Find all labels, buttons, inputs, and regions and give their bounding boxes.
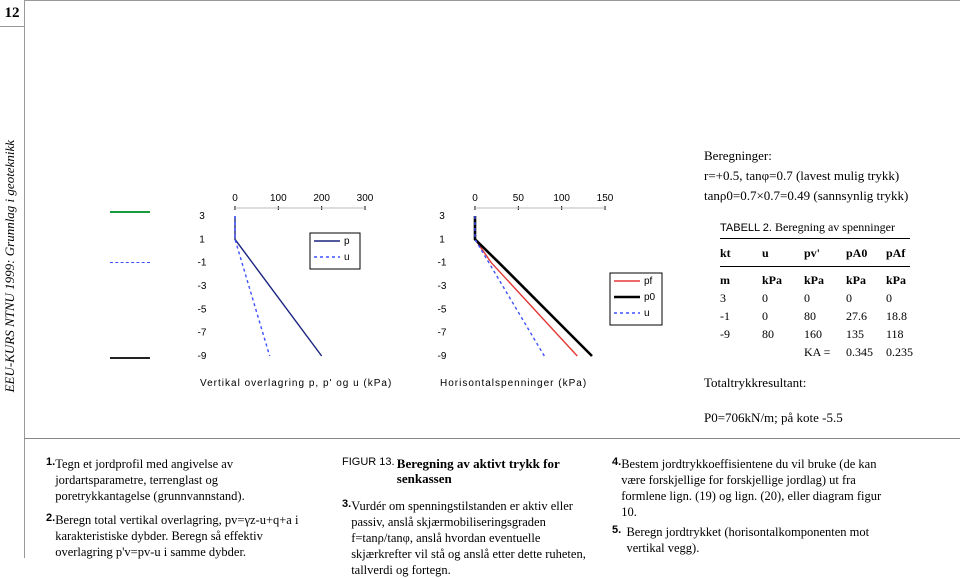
list-item: 4. Bestem jordtrykkoeffisientene du vil bruke (de kan være forskjellige for forskjellige jordlag) ut fra formlene lign. (19) og lign. (20), eller diagram figur 10.	[612, 456, 882, 519]
ka-row: KA = 0.345 0.235	[804, 345, 913, 359]
steps-column-1	[46, 456, 316, 560]
legend-label: p	[344, 236, 350, 247]
table-header: pA0	[846, 246, 868, 260]
series-line-p0	[475, 216, 592, 356]
y-tick-label: -9	[197, 351, 207, 362]
x-tick-label: 200	[313, 193, 331, 204]
vertical-overburden-chart	[190, 188, 410, 389]
series-line-p	[235, 216, 322, 356]
legend	[310, 233, 360, 269]
series-line-u	[235, 216, 270, 356]
list-item: 2. Beregn total vertikal overlagring, pv=γz-u+q+a i karakteristiske dybder. Beregn så effektiv overlagring p'v=pv-u i samme dybder.	[46, 512, 299, 559]
calc-line-1: r=+0.5, tanφ=0.7 (lavest mulig trykk)	[704, 168, 900, 183]
series-line-pf	[475, 216, 577, 356]
y-tick-label: -5	[437, 304, 447, 316]
p0-result: P0=706kN/m; på kote -5.5	[704, 410, 843, 425]
y-tick-label: 3	[439, 211, 445, 222]
legend-label: p0	[644, 292, 656, 303]
soil-layer-mark-black	[110, 357, 150, 359]
calc-line-2: tanρ0=0.7×0.7=0.49 (sannsynlig trykk)	[704, 188, 909, 203]
table-top-rule	[720, 238, 910, 239]
x-tick-label: 100	[269, 193, 287, 204]
table-header: pv'	[804, 246, 821, 260]
table-header: kt	[720, 246, 731, 260]
legend	[610, 273, 662, 325]
section-rule	[24, 438, 960, 439]
calc-heading: Beregninger:	[704, 148, 772, 163]
table-row: 3 0 0 0 0	[720, 291, 892, 305]
y-tick-label: -1	[437, 257, 447, 269]
list-item: 3. Vurdér om spenningstilstanden er aktiv eller passiv, anslå skjærmobiliseringsgraden f=tanρ/tanφ, anslå hvordan eventuelle skjærkrefter vil stå og anslå etter dette ruheten, tallverdi og fortegn.	[342, 498, 586, 577]
x-tick-label: 0	[232, 193, 238, 204]
steps-column-2	[342, 456, 592, 578]
y-tick-label: -5	[197, 304, 207, 316]
table-header: pAf	[886, 246, 906, 260]
x-axis-label: Vertikal overlagring p, p' og u (kPa)	[200, 378, 393, 389]
x-tick-label: 100	[553, 193, 571, 204]
page-number: 12	[0, 0, 24, 27]
steps-column-3	[612, 456, 882, 556]
legend-label: u	[344, 252, 350, 263]
table-header: u	[762, 246, 769, 260]
y-tick-label: -7	[197, 327, 207, 339]
x-tick-label: 150	[596, 193, 614, 204]
soil-layer-mark-blue	[110, 262, 150, 263]
list-item: 1. Tegn et jordprofil med angivelse av jordartsparametre, terrenglast og poretrykkantagelse (grunnvannstand).	[46, 456, 245, 503]
figure-caption: FIGUR 13. Beregning av aktivt trykk for senkassen	[342, 456, 560, 486]
soil-layer-mark-green	[110, 211, 150, 213]
y-tick-label: -3	[437, 281, 447, 292]
x-tick-label: 0	[472, 193, 478, 204]
y-tick-label: 3	[199, 211, 205, 222]
y-tick-label: -7	[437, 327, 447, 339]
table-caption: TABELL 2. Beregning av spenninger	[720, 220, 895, 234]
horizontal-stress-chart	[430, 188, 670, 389]
y-tick-label: -9	[437, 351, 447, 362]
table-units-row: m kPa kPa kPa kPa	[720, 273, 907, 287]
list-item: 5. Beregn jordtrykket (horisontalkomponenten mot vertikal vegg).	[612, 524, 870, 555]
total-pressure-label: Totaltrykkresultant:	[704, 375, 807, 390]
stress-table	[720, 246, 920, 363]
y-tick-label: 1	[199, 234, 205, 246]
table-row: -1 0 80 27.6 18.8	[720, 309, 907, 323]
y-tick-label: -3	[197, 281, 207, 292]
table-header-row	[720, 246, 920, 266]
top-rule	[24, 0, 960, 1]
table-row: -9 80 160 135 118	[720, 327, 904, 341]
legend-label: pf	[644, 276, 653, 287]
legend-box	[310, 233, 360, 269]
legend-label: u	[644, 308, 650, 319]
x-axis-label: Horisontalspenninger (kPa)	[440, 378, 588, 389]
y-tick-label: -1	[197, 257, 207, 269]
series-line-u	[475, 216, 544, 356]
x-tick-label: 300	[356, 193, 374, 204]
x-tick-label: 50	[512, 193, 524, 204]
y-tick-label: 1	[439, 234, 445, 246]
running-head: EEU-KURS NTNU 1999: Grunnlag i geoteknikk	[2, 140, 17, 393]
